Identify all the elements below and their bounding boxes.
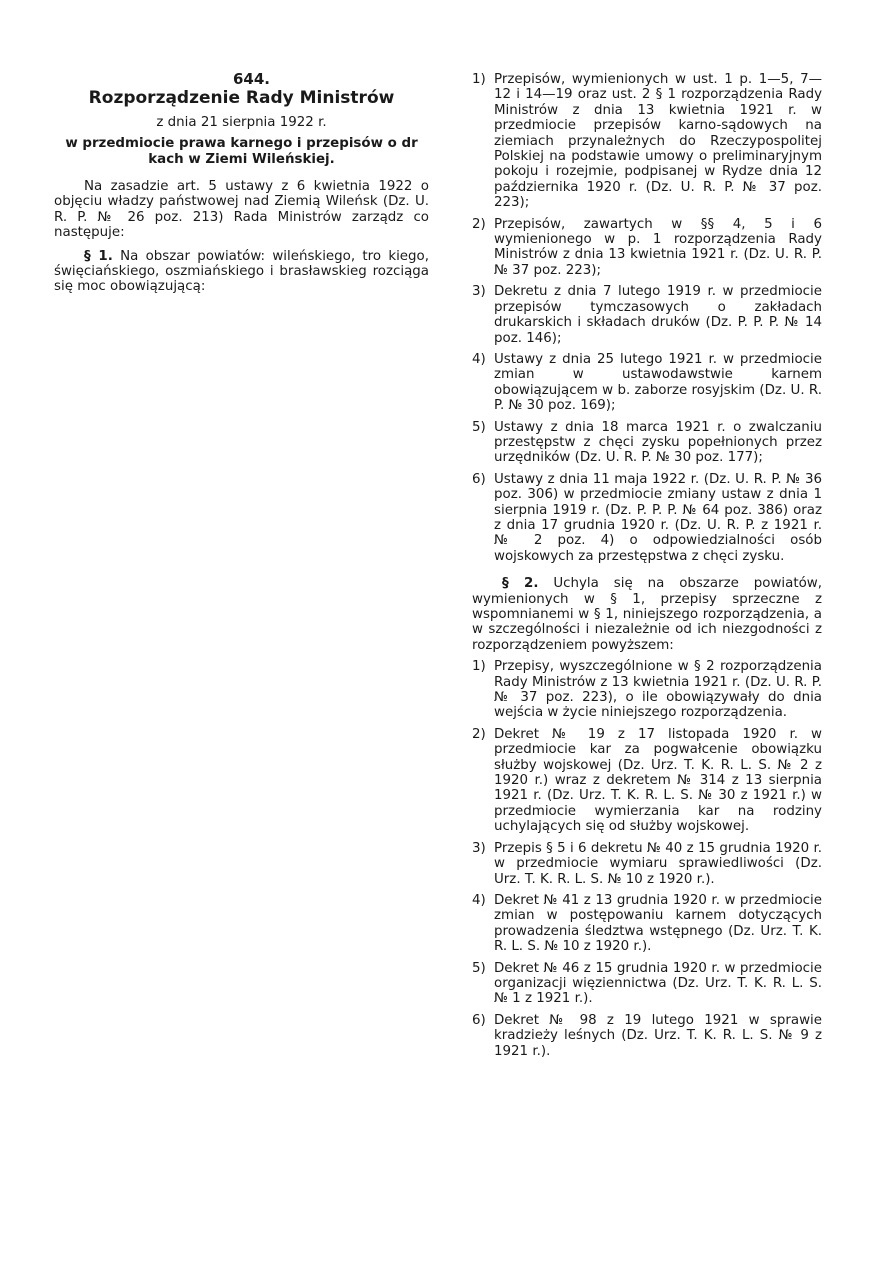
document-subject xyxy=(54,136,429,167)
list-item-text: Przepis § 5 i 6 dekretu № 40 z 15 grudnia 1920 r. w przedmiocie wymiaru sprawiedliwości (Dz. Urz. T. K. R. L. S. № 10 z 1920 r.). xyxy=(494,840,822,887)
list-item xyxy=(472,659,822,721)
document-number: 644. xyxy=(232,72,270,88)
list-item xyxy=(472,420,822,466)
list-item-number: 4) xyxy=(472,351,486,367)
list-item-number: 2) xyxy=(472,216,486,232)
list-item-number: 4) xyxy=(472,892,486,908)
section-1-list xyxy=(472,72,822,564)
list-item-text: Przepisów, zawartych w §§ 4, 5 i 6 wymienionego w p. 1 rozporządzenia Rady Ministrów z dnia 13 kwietnia 1921 r. (Dz. U. R. P. № 37 poz. 223); xyxy=(494,216,822,278)
list-item-number: 2) xyxy=(472,726,486,742)
section-1-paragraph xyxy=(54,249,429,295)
list-item-number: 1) xyxy=(472,72,486,87)
list-item xyxy=(472,727,822,835)
document-date: z dnia 21 sierpnia 1922 r. xyxy=(156,114,327,130)
list-item xyxy=(472,961,822,1007)
list-item-text: Ustawy z dnia 25 lutego 1921 r. w przedmiocie zmian w ustawodawstwie karnem obowiązującem w b. zaborze rosyjskim (Dz. U. R. P. № 30 poz. 169); xyxy=(494,351,822,414)
list-item-number: 3) xyxy=(472,284,486,300)
right-column xyxy=(472,72,822,1065)
list-item-text: Dekret № 41 z 13 grudnia 1920 r. w przedmiocie zmian w postępowaniu karnem dotyczących prowadzenia śledztwa wstępnego (Dz. Urz. T. K. R. L. S. № 10 z 1920 r.). xyxy=(494,892,822,955)
section-2-paragraph xyxy=(472,576,822,653)
list-item-text: Ustawy z dnia 11 maja 1922 r. (Dz. U. R. P. № 36 poz. 306) w przedmiocie zmiany ustaw z dnia 1 sierpnia 1919 r. (Dz. P. P. P. № 64 poz. 386) oraz z dnia 17 grudnia 1920 r. (Dz. U. R. P. z 1921 r. № 2 poz. 4) o odpowiedzialności osób wojskowych za przestępstwa z chęci zysku. xyxy=(494,471,822,564)
list-item xyxy=(472,352,822,414)
list-item-number: 6) xyxy=(472,471,486,487)
list-item-number: 5) xyxy=(472,960,486,976)
section-2-text: Uchyla się na obszarze powiatów, wymienionych w § 1, przepisy sprzeczne z wspomnianemi w § 1, niniejszego rozporządzenia, a w szczególności i niezależnie od ich niezgodności z rozporządzeniem powyższem: xyxy=(472,576,822,653)
list-item-text: Ustawy z dnia 18 marca 1921 r. o zwalczaniu przestępstw z chęci zysku popełnionych przez urzędników (Dz. U. R. P. № 30 poz. 177); xyxy=(494,419,822,466)
list-item xyxy=(472,217,822,279)
section-2-list xyxy=(472,659,822,1059)
list-item xyxy=(472,893,822,955)
list-item-number: 5) xyxy=(472,419,486,435)
list-item xyxy=(472,841,822,887)
list-item xyxy=(472,72,822,211)
list-item-text: Przepisy, wyszczególnione w § 2 rozporządzenia Rady Ministrów z 13 kwietnia 1921 r. (Dz. U. R. P. № 37 poz. 223), o ile obowiązywały do dnia wejścia w życie niniejszego rozporządzenia. xyxy=(494,659,822,721)
subject-line-1: w przedmiocie prawa karnego i przepisów o dr xyxy=(65,136,418,152)
list-item-number: 6) xyxy=(472,1012,486,1028)
intro-paragraph: Na zasadzie art. 5 ustawy z 6 kwietnia 1922 o objęciu władzy państwowej nad Ziemią Wileńsk (Dz. U. R. P. № 26 poz. 213) Rada Ministrów zarządz co następuje: xyxy=(54,179,429,241)
list-item-number: 1) xyxy=(472,659,486,675)
section-2-label: § 2. xyxy=(502,576,539,592)
list-item-text: Dekret № 46 z 15 grudnia 1920 r. w przedmiocie organizacji więziennictwa (Dz. Urz. T. K. R. L. S. № 1 z 1921 r.). xyxy=(494,960,822,1007)
document-title: Rozporządzenie Rady Ministrów xyxy=(88,88,395,109)
subject-line-2: kach w Ziemi Wileńskiej. xyxy=(148,151,335,167)
list-item xyxy=(472,472,822,564)
list-item-text: Dekretu z dnia 7 lutego 1919 r. w przedmiocie przepisów tymczasowych o zakładach drukarskich i składach druków (Dz. P. P. P. № 14 poz. 146); xyxy=(494,284,822,346)
list-item xyxy=(472,1013,822,1059)
left-column xyxy=(54,72,429,303)
list-item-text: Dekret № 19 z 17 listopada 1920 r. w przedmiocie kar za pogwałcenie obowiązku służby wojskowej (Dz. Urz. T. K. R. L. S. № 2 z 1920 r.) wraz z dekretem № 314 z 13 sierpnia 1921 r. (Dz. Urz. T. K. R. L. S. № 30 z 1921 r.) w przedmiocie wymierzania kar na rodziny uchylających się od służby wojskowej. xyxy=(494,726,822,835)
list-item-text: Dekret № 98 z 19 lutego 1921 w sprawie kradzieży leśnych (Dz. Urz. T. K. R. L. S. № 9 z 1921 r.). xyxy=(494,1012,822,1059)
section-1-text: Na obszar powiatów: wileńskiego, tro kiego, święciańskiego, oszmiańskiego i brasławskieg rozciąga się moc obowiązującą: xyxy=(54,248,429,295)
list-item-text: Przepisów, wymienionych w ust. 1 p. 1—5, 7—12 i 14—19 oraz ust. 2 § 1 rozporządzenia Rady Ministrów z dnia 13 kwietnia 1921 r. w przedmiocie przepisów karno-sądowych na ziemiach przynależnych do Rzeczypospolitej Polskiej na podstawie umowy o preliminaryjnym pokoju i rozejmie, podpisanej w Rydze dnia 12 października 1920 r. (Dz. U. R. P. № 37 poz. 223); xyxy=(494,72,822,211)
list-item-number: 3) xyxy=(472,840,486,856)
list-item xyxy=(472,284,822,346)
section-1-label: § 1. xyxy=(84,248,113,264)
